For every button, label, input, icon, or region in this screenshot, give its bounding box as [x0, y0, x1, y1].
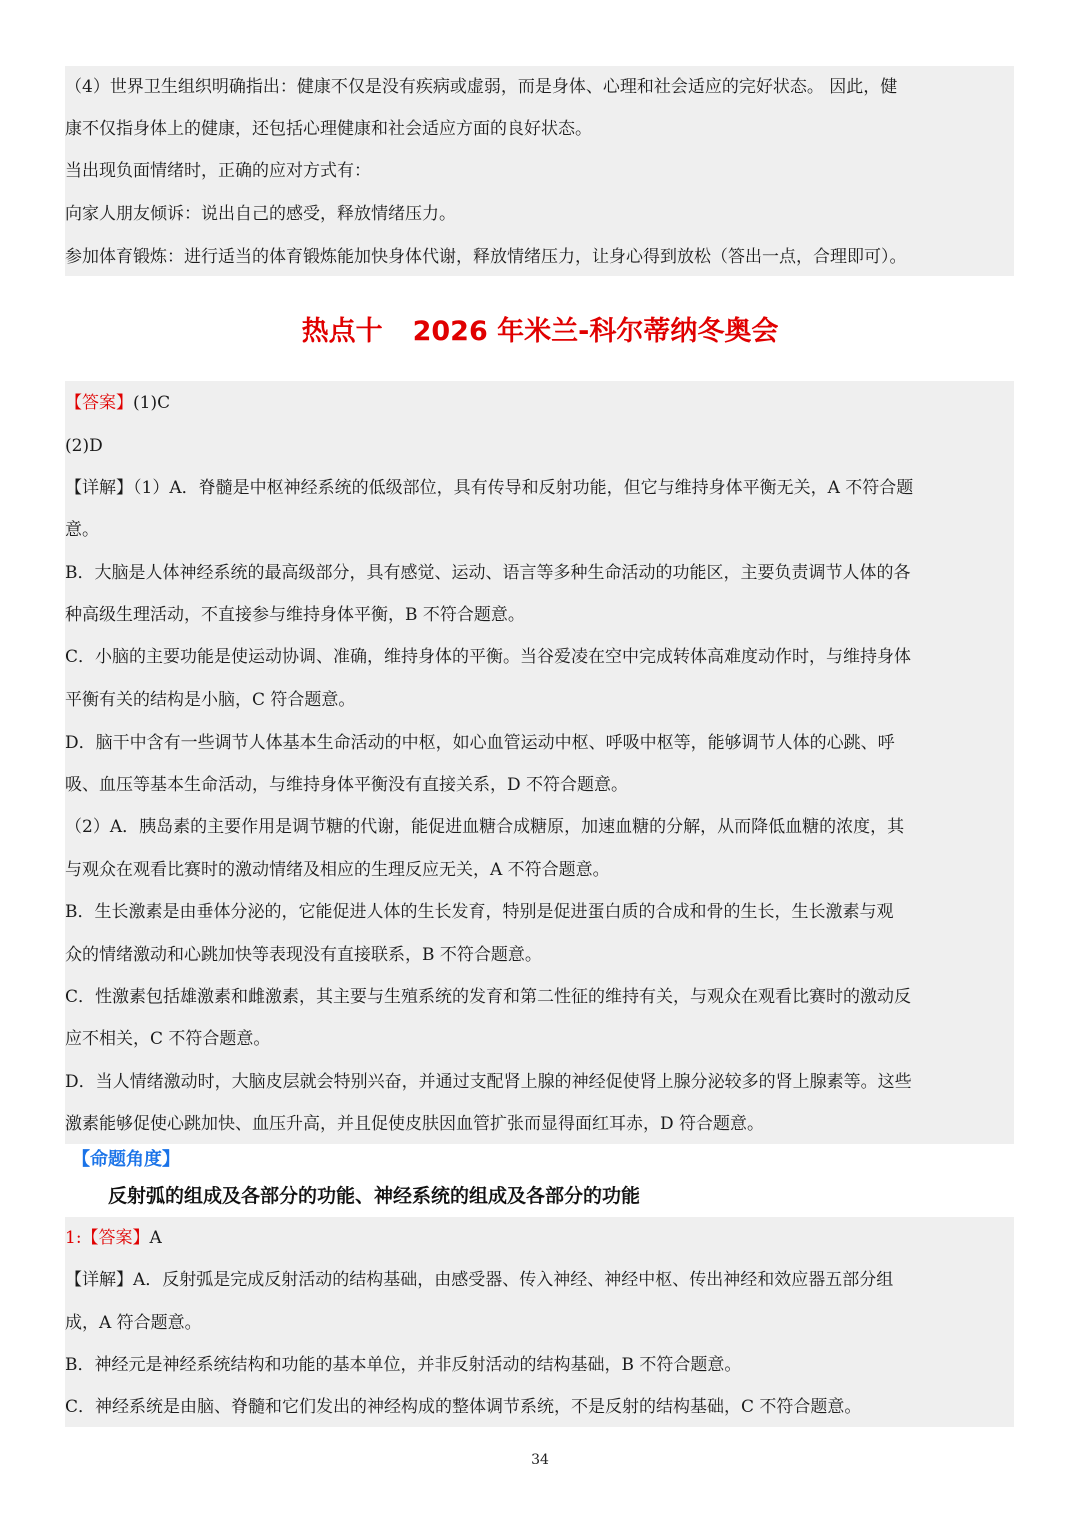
text-line: 平衡有关的结构是小脑，C 符合题意。 — [65, 690, 356, 710]
text-line: 当出现负面情绪时，正确的应对方式有： — [65, 161, 371, 181]
text-line: 【详解】（1）A．脊髓是中枢神经系统的低级部位，具有传导和反射功能，但它与维持身体平衡无关，A 不符合题 — [65, 478, 914, 498]
answer-explanation-block — [65, 381, 1014, 1144]
previous-answer-block — [65, 66, 1014, 276]
text-line: B．神经元是神经系统结构和功能的基本单位，并非反射活动的结构基础，B 不符合题意。 — [65, 1355, 742, 1375]
text-line: （2）A．胰岛素的主要作用是调节糖的代谢，能促进血糖合成糖原，加速血糖的分解，从而降低血糖的浓度，其 — [65, 817, 905, 837]
page-number: 34 — [531, 1452, 549, 1468]
text-line: 应不相关，C 不符合题意。 — [65, 1029, 271, 1049]
text-line: 向家人朋友倾诉：说出自己的感受，释放情绪压力。 — [65, 204, 456, 224]
text-line: D．脑干中含有一些调节人体基本生命活动的中枢，如心血管运动中枢、呼吸中枢等，能够调节人体的心跳、呼 — [65, 733, 895, 753]
text-line: B．生长激素是由垂体分泌的，它能促进人体的生长发育，特别是促进蛋白质的合成和骨的生长，生长激素与观 — [65, 902, 894, 922]
text-line: 【详解】A．反射弧是完成反射活动的结构基础，由感受器、传入神经、神经中枢、传出神经和效应器五部分组 — [65, 1270, 894, 1290]
text-line: C．性激素包括雄激素和雌激素，其主要与生殖系统的发育和第二性征的维持有关，与观众在观看比赛时的激动反 — [65, 987, 912, 1007]
text-line: 康不仅指身体上的健康，还包括心理健康和社会适应方面的良好状态。 — [65, 119, 592, 139]
proposition-subtitle: 反射弧的组成及各部分的功能、神经系统的组成及各部分的功能 — [108, 1185, 641, 1207]
section-heading — [0, 312, 1080, 352]
text-line: C．神经系统是由脑、脊髓和它们发出的神经构成的整体调节系统，不是反射的结构基础，C 不符合题意。 — [65, 1397, 862, 1417]
heading-part1: 热点十 — [301, 316, 383, 347]
text-line: 与观众在观看比赛时的激动情绪及相应的生理反应无关，A 不符合题意。 — [65, 860, 610, 880]
text-line: 众的情绪激动和心跳加快等表现没有直接联系，B 不符合题意。 — [65, 945, 542, 965]
answer-value: A — [149, 1228, 162, 1248]
answer-line — [65, 391, 170, 415]
text-line: （4）世界卫生组织明确指出：健康不仅是没有疾病或虚弱，而是身体、心理和社会适应的完好状态。 因此，健 — [65, 77, 898, 97]
text-line: 激素能够促使心跳加快、血压升高，并且促使皮肤因血管扩张而显得面红耳赤，D 符合题意。 — [65, 1114, 765, 1134]
answer-tag: 1:【答案】 — [65, 1228, 150, 1248]
answer-line — [65, 1226, 162, 1250]
proposition-angle-label: 【命题角度】 — [72, 1149, 180, 1170]
answer-tag: 【答案】 — [65, 393, 133, 413]
answer-line: (2)D — [65, 436, 103, 456]
text-line: 种高级生理活动，不直接参与维持身体平衡，B 不符合题意。 — [65, 605, 525, 625]
text-line: 吸、血压等基本生命活动，与维持身体平衡没有直接关系，D 不符合题意。 — [65, 775, 629, 795]
text-line: 参加体育锻炼：进行适当的体育锻炼能加快身体代谢，释放情绪压力，让身心得到放松（答出一点，合理即可）。 — [65, 247, 907, 267]
text-line: D．当人情绪激动时，大脑皮层就会特别兴奋，并通过支配肾上腺的神经促使肾上腺分泌较多的肾上腺素等。这些 — [65, 1072, 912, 1092]
text-line: 意。 — [65, 520, 99, 540]
heading-part2: 2026 年米兰-科尔蒂纳冬奥会 — [412, 316, 779, 347]
text-line: B．大脑是人体神经系统的最高级部分，具有感觉、运动、语言等多种生命活动的功能区，主要负责调节人体的各 — [65, 563, 911, 583]
text-line: 成，A 符合题意。 — [65, 1313, 202, 1333]
question1-answer-block — [65, 1217, 1014, 1427]
answer-value: (1)C — [133, 393, 171, 413]
text-line: C．小脑的主要功能是使运动协调、准确，维持身体的平衡。当谷爱凌在空中完成转体高难度动作时，与维持身体 — [65, 647, 912, 667]
